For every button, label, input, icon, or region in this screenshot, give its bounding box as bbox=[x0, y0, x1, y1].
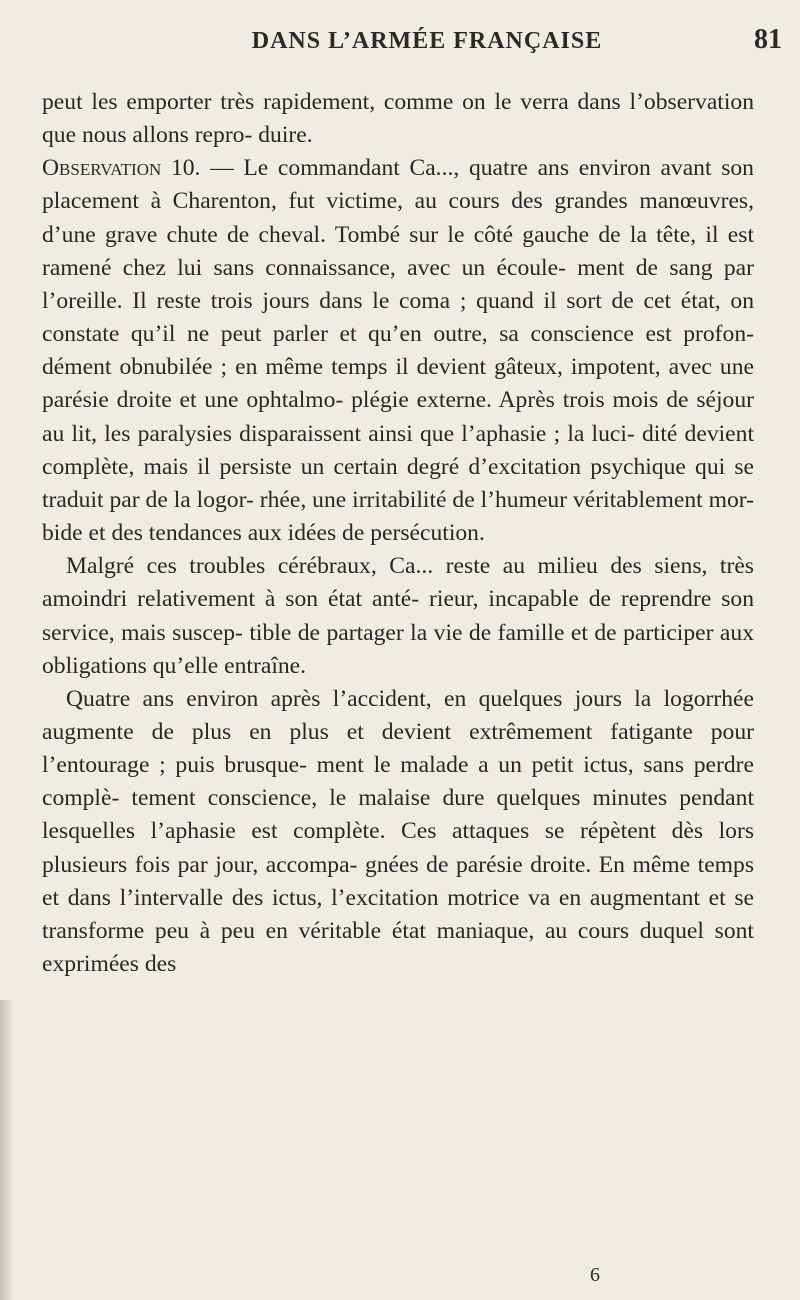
binding-shadow bbox=[0, 1000, 14, 1300]
observation-text: — Le commandant Ca..., quatre ans environ avant son placement à Charenton, fut victime, au cours des grandes manœuvres, d’une grave chute de cheval. Tombé sur le côté gauche de la tête, il est ramené chez lui sans connaissance, avec un écoule- ment de sang par l’oreille. Il reste trois jours dans le coma ; quand il sort de cet état, on constate qu’il ne peut parler et qu’en outre, sa conscience est profon- dément obnubilée ; en même temps il devient gâteux, impotent, avec une parésie droite et une ophtalmo- plégie externe. Après trois mois de séjour au lit, les paralysies disparaissent ainsi que l’aphasie ; la luci- dité devient complète, mais il persiste un certain degré d’excitation psychique qui se traduit par de la logor- rhée, une irritabilité de l’humeur véritablement mor- bide et des tendances aux idées de persécution. bbox=[42, 155, 754, 547]
observation-heading: Observation 10. bbox=[42, 155, 201, 182]
paragraph-malgre: Malgré ces troubles cérébraux, Ca... reste au milieu des siens, très amoindri relativement à son état anté- rieur, incapable de reprendre son service, mais suscep- tible de partager la vie de famille et de participer aux obligations qu’elle entraîne. bbox=[42, 553, 754, 679]
paragraph-quatre-ans: Quatre ans environ après l’accident, en quelques jours la logorrhée augmente de plus en plus et devient extrêmement fatigante pour l’entourage ; puis brusque- ment le malade a un petit ictus, sans perdre complè- tement conscience, le malaise dure quelques minutes pendant lesquelles l’aphasie est complète. Ces attaques se répètent dès lors plusieurs fois par jour, accompa- gnées de parésie droite. En même temps et dans l’intervalle des ictus, l’excitation motrice va en augmentant et se transforme peu à peu en véritable état maniaque, au cours duquel sont exprimées des bbox=[42, 685, 754, 978]
paragraph-observation bbox=[42, 152, 754, 550]
body-text bbox=[42, 86, 754, 981]
page-number: 81 bbox=[754, 24, 782, 55]
signature-mark: 6 bbox=[590, 1264, 600, 1286]
running-head bbox=[70, 14, 784, 62]
running-title: DANS L’ARMÉE FRANÇAISE bbox=[251, 28, 603, 54]
paragraph-intro: peut les emporter très rapidement, comme on le verra dans l’observation que nous allons repro- duire. bbox=[42, 89, 754, 149]
